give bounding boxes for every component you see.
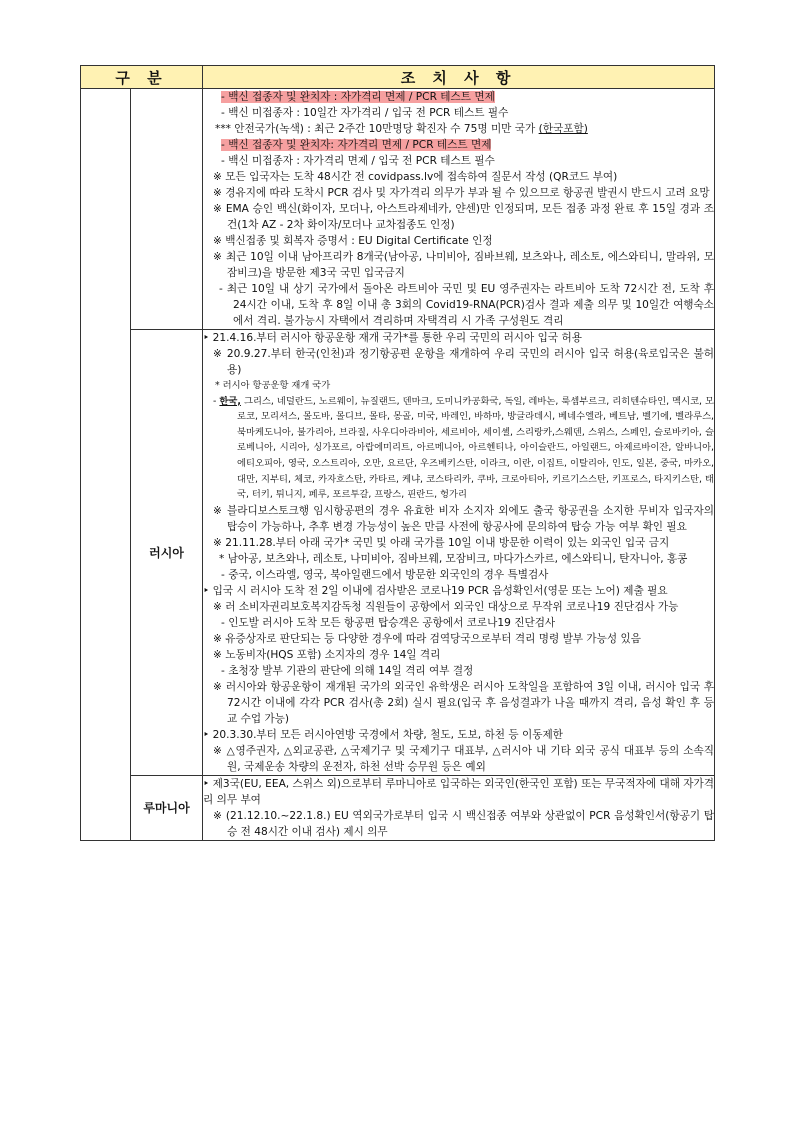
measures-cell-russia bbox=[203, 330, 715, 776]
list-item: ‣ 20.3.30.부터 모든 러시아연방 국경에서 차량, 철도, 도보, 하천 등 이동제한 bbox=[203, 728, 563, 741]
list-item: - 중국, 이스라엘, 영국, 북아일랜드에서 방문한 외국인의 경우 특별검사 bbox=[221, 568, 549, 581]
table-row-romania bbox=[81, 775, 715, 840]
measures-cell-top bbox=[203, 89, 715, 330]
list-item: * 러시아 항공운항 재개 국가 bbox=[215, 380, 331, 391]
list-item: - 백신 미접종자 : 10일간 자가격리 / 입국 전 PCR 테스트 필수 bbox=[221, 107, 509, 119]
measures-table bbox=[80, 65, 715, 841]
list-item: ※ 노동비자(HQS 포함) 소지자의 경우 14일 격리 bbox=[213, 648, 441, 661]
country-name-romania: 루마니아 bbox=[131, 775, 203, 840]
list-item: - 백신 미접종자 : 자가격리 면제 / 입국 전 PCR 테스트 필수 bbox=[221, 155, 495, 167]
list-item: ※ 블라디보스토크행 임시항공편의 경우 유효한 비자 소지자 외에도 출국 항공권을 소지한 무비자 입국자의 탑승이 가능하나, 추후 변경 가능성이 높은 만큼 사전에 항공사에 문의하여 탑승 가능 여부 확인 필요 bbox=[213, 504, 715, 533]
list-item: - 인도발 러시아 도착 모든 항공편 탑승객은 공항에서 코로나19 진단검사 bbox=[221, 616, 556, 629]
country-cell-empty bbox=[131, 89, 203, 330]
list-item: ※ 최근 10일 이내 남아프리카 8개국(남아공, 나미비아, 짐바브웨, 보츠와나, 레소토, 에스와티니, 말라위, 모잠비크)을 방문한 제3국 국민 입국금지 bbox=[213, 251, 715, 279]
list-item: - 한국, 그리스, 네덜란드, 노르웨이, 뉴질랜드, 덴마크, 도미니카공화국, 독일, 레바논, 룩셈부르크, 리히텐슈타인, 멕시코, 모로코, 모리셔스, 몰도바, 몰디브, 몰타, 몽골, 미국, 바레인, 바하마, 방글라데시, 베네수엘라, 베트남, 벨기에, 벨라루스, 북마케도니아, 불가리아, 브라질, 사우디아라비아, 세르비아, 세이셸, 스리랑카,스웨덴, 스위스, 스페인, 슬로바키아, 슬로베니아, 시리아, 싱가포르, 아랍에미리트, 아르메니아, 아르헨티나, 아이슬란드, 아일랜드, 아제르바이잔, 알바니아, 에티오피아, 영국, 오스트리아, 오만, 요르단, 우즈베키스탄, 이라크, 이란, 이집트, 이탈리아, 인도, 일본, 중국, 마카오, 대만, 지부티, 체코, 카자흐스탄, 카타르, 케냐, 코스타리카, 쿠바, 크로아티아, 키르기스스탄, 키프로스, 타지키스탄, 태국, 터키, 튀니지, 페루, 포르투갈, 프랑스, 핀란드, 헝가리 bbox=[213, 395, 715, 501]
list-item: ‣ 제3국(EU, EEA, 스위스 외)으로부터 루마니아로 입국하는 외국인(한국인 포함) 또는 무국적자에 대해 자가격리 의무 부여 bbox=[203, 777, 715, 806]
country-name-russia: 러시아 bbox=[131, 330, 203, 776]
header-measures: 조 치 사 항 bbox=[203, 66, 715, 89]
measures-cell-romania bbox=[203, 775, 715, 840]
list-item: ※ △영주권자, △외교공관, △국제기구 및 국제기구 대표부, △러시아 내 기타 외국 공식 대표부 등의 소속직원, 국제운송 차량의 운전자, 하천 선박 승무원 등은 예외 bbox=[213, 744, 715, 773]
region-cell bbox=[81, 89, 131, 841]
list-item: ※ 러 소비자권리보호복지감독청 직원들이 공항에서 외국인 대상으로 무작위 코로나19 진단검사 가능 bbox=[213, 600, 679, 613]
list-item: - 초청장 발부 기관의 판단에 의해 14일 격리 여부 결정 bbox=[221, 664, 474, 677]
table-row-russia bbox=[81, 330, 715, 776]
list-item: *** 안전국가(녹색) : 최근 2주간 10만명당 확진자 수 75명 미만 국가 (한국포함) bbox=[215, 123, 588, 135]
list-item: ※ 백신접종 및 회복자 증명서 : EU Digital Certificate 인정 bbox=[213, 235, 493, 247]
list-item: ‣ 입국 시 러시아 도착 전 2일 이내에 검사받은 코로나19 PCR 음성확인서(영문 또는 노어) 제출 필요 bbox=[203, 584, 668, 597]
list-item: - 백신 접종자 및 완치자: 자가격리 면제 / PCR 테스트 면제 bbox=[221, 139, 492, 151]
list-item: ‣ 21.4.16.부터 러시아 항공운항 재개 국가*를 통한 우리 국민의 러시아 입국 허용 bbox=[203, 332, 582, 344]
list-item: - 최근 10일 내 상기 국가에서 돌아온 라트비아 국민 및 EU 영주권자는 라트비아 도착 72시간 전, 도착 후 24시간 이내, 도착 후 8일 이내 총 3회의 Covid19-RNA(PCR)검사 결과 제출 의무 및 10일간 여행숙소에서 격리. 불가능시 자택에서 격리하며 자택격리 시 가족 구성원도 격리 bbox=[219, 283, 715, 327]
list-item: - 백신 접종자 및 완치자 : 자가격리 면제 / PCR 테스트 면제 bbox=[221, 91, 495, 103]
list-item: ※ 경유지에 따라 도착시 PCR 검사 및 자가격리 의무가 부과 될 수 있으므로 항공권 발권시 반드시 고려 요망 bbox=[213, 187, 710, 199]
list-item: ※ EMA 승인 백신(화이자, 모더나, 아스트라제네카, 얀센)만 인정되며, 모든 접종 과정 완료 후 15일 경과 조건(1차 AZ - 2차 화이자/모더나 교차접종도 인정) bbox=[213, 203, 715, 231]
list-item: ※ 유증상자로 판단되는 등 다양한 경우에 따라 검역당국으로부터 격리 명령 발부 가능성 있음 bbox=[213, 632, 641, 645]
list-item: ※ 러시아와 항공운항이 재개된 국가의 외국인 유학생은 러시아 도착일을 포함하여 3일 이내, 러시아 입국 후 72시간 이내에 각각 PCR 검사(총 2회) 실시 필요(입국 후 음성결과가 나올 때까지 격리, 음성 확인 후 등교 수업 가능) bbox=[213, 680, 715, 725]
table-row-top bbox=[81, 89, 715, 330]
header-category: 구 분 bbox=[81, 66, 203, 89]
table-header-row bbox=[81, 66, 715, 89]
list-item: ※ 20.9.27.부터 한국(인천)과 정기항공편 운항을 재개하여 우리 국민의 러시아 입국 허용(육로입국은 불허용) bbox=[213, 348, 715, 376]
list-item: * 남아공, 보츠와나, 레소토, 나미비아, 짐바브웨, 모잠비크, 마다가스카르, 에스와티니, 탄자니아, 홍콩 bbox=[219, 552, 688, 565]
list-item: ※ (21.12.10.~22.1.8.) EU 역외국가로부터 입국 시 백신접종 여부와 상관없이 PCR 음성확인서(항공기 탑승 전 48시간 이내 검사) 제시 의무 bbox=[213, 809, 715, 838]
list-item: ※ 모든 입국자는 도착 48시간 전 covidpass.lv에 접속하여 질문서 작성 (QR코드 부여) bbox=[213, 171, 618, 183]
list-item: ※ 21.11.28.부터 아래 국가* 국민 및 아래 국가를 10일 이내 방문한 이력이 있는 외국인 입국 금지 bbox=[213, 536, 670, 549]
